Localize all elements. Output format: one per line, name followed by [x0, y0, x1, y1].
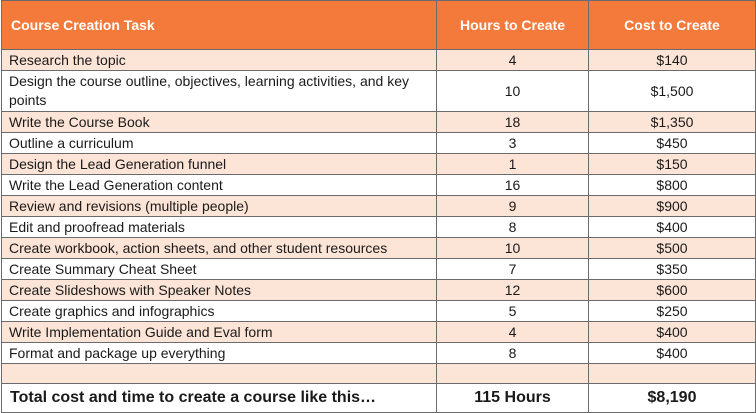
- task-cell: Edit and proofread materials: [2, 217, 437, 238]
- table-row: [2, 259, 756, 280]
- empty-cell: [589, 364, 756, 384]
- hours-cell: 4: [437, 50, 589, 71]
- task-cell: Create Summary Cheat Sheet: [2, 259, 437, 280]
- hours-cell: 1: [437, 154, 589, 175]
- hours-cell: 5: [437, 301, 589, 322]
- cost-cell: $900: [589, 196, 756, 217]
- table-header-row: [2, 1, 756, 50]
- cost-cell: $400: [589, 322, 756, 343]
- cost-cell: $350: [589, 259, 756, 280]
- task-cell: Create Slideshows with Speaker Notes: [2, 280, 437, 301]
- hours-cell: 3: [437, 133, 589, 154]
- empty-row: [2, 364, 756, 384]
- table-row: [2, 175, 756, 196]
- task-cell: Write the Course Book: [2, 112, 437, 133]
- table-row: [2, 217, 756, 238]
- cost-cell: $450: [589, 133, 756, 154]
- cost-cell: $250: [589, 301, 756, 322]
- hours-cell: 16: [437, 175, 589, 196]
- cost-cell: $500: [589, 238, 756, 259]
- table-row: [2, 154, 756, 175]
- header-task: Course Creation Task: [2, 1, 437, 50]
- table-row: [2, 322, 756, 343]
- total-hours: 115 Hours: [437, 384, 589, 413]
- course-cost-table: [1, 0, 756, 413]
- hours-cell: 18: [437, 112, 589, 133]
- header-cost: Cost to Create: [589, 1, 756, 50]
- cost-cell: $150: [589, 154, 756, 175]
- task-cell: Outline a curriculum: [2, 133, 437, 154]
- cost-cell: $600: [589, 280, 756, 301]
- table-row: [2, 112, 756, 133]
- table-row: [2, 301, 756, 322]
- hours-cell: 10: [437, 238, 589, 259]
- table-row: [2, 280, 756, 301]
- cost-cell: $400: [589, 217, 756, 238]
- task-cell: Format and package up everything: [2, 343, 437, 364]
- hours-cell: 7: [437, 259, 589, 280]
- task-cell: Review and revisions (multiple people): [2, 196, 437, 217]
- table-row: [2, 196, 756, 217]
- hours-cell: 8: [437, 217, 589, 238]
- cost-cell: $800: [589, 175, 756, 196]
- total-cost: $8,190: [589, 384, 756, 413]
- total-row: [2, 384, 756, 413]
- hours-cell: 9: [437, 196, 589, 217]
- total-label: Total cost and time to create a course like this…: [2, 384, 437, 413]
- table-row: [2, 343, 756, 364]
- task-cell: Design the Lead Generation funnel: [2, 154, 437, 175]
- empty-cell: [2, 364, 437, 384]
- hours-cell: 4: [437, 322, 589, 343]
- cost-cell: $140: [589, 50, 756, 71]
- cost-cell: $1,350: [589, 112, 756, 133]
- hours-cell: 10: [437, 71, 589, 112]
- hours-cell: 12: [437, 280, 589, 301]
- table-row: [2, 71, 756, 112]
- task-cell: Write the Lead Generation content: [2, 175, 437, 196]
- cost-cell: $400: [589, 343, 756, 364]
- task-cell: Design the course outline, objectives, learning activities, and key points: [2, 71, 437, 112]
- task-cell: Create graphics and infographics: [2, 301, 437, 322]
- task-cell: Write Implementation Guide and Eval form: [2, 322, 437, 343]
- table-row: [2, 50, 756, 71]
- task-cell: Research the topic: [2, 50, 437, 71]
- hours-cell: 8: [437, 343, 589, 364]
- empty-cell: [437, 364, 589, 384]
- cost-cell: $1,500: [589, 71, 756, 112]
- table-row: [2, 238, 756, 259]
- header-hours: Hours to Create: [437, 1, 589, 50]
- table-row: [2, 133, 756, 154]
- task-cell: Create workbook, action sheets, and other student resources: [2, 238, 437, 259]
